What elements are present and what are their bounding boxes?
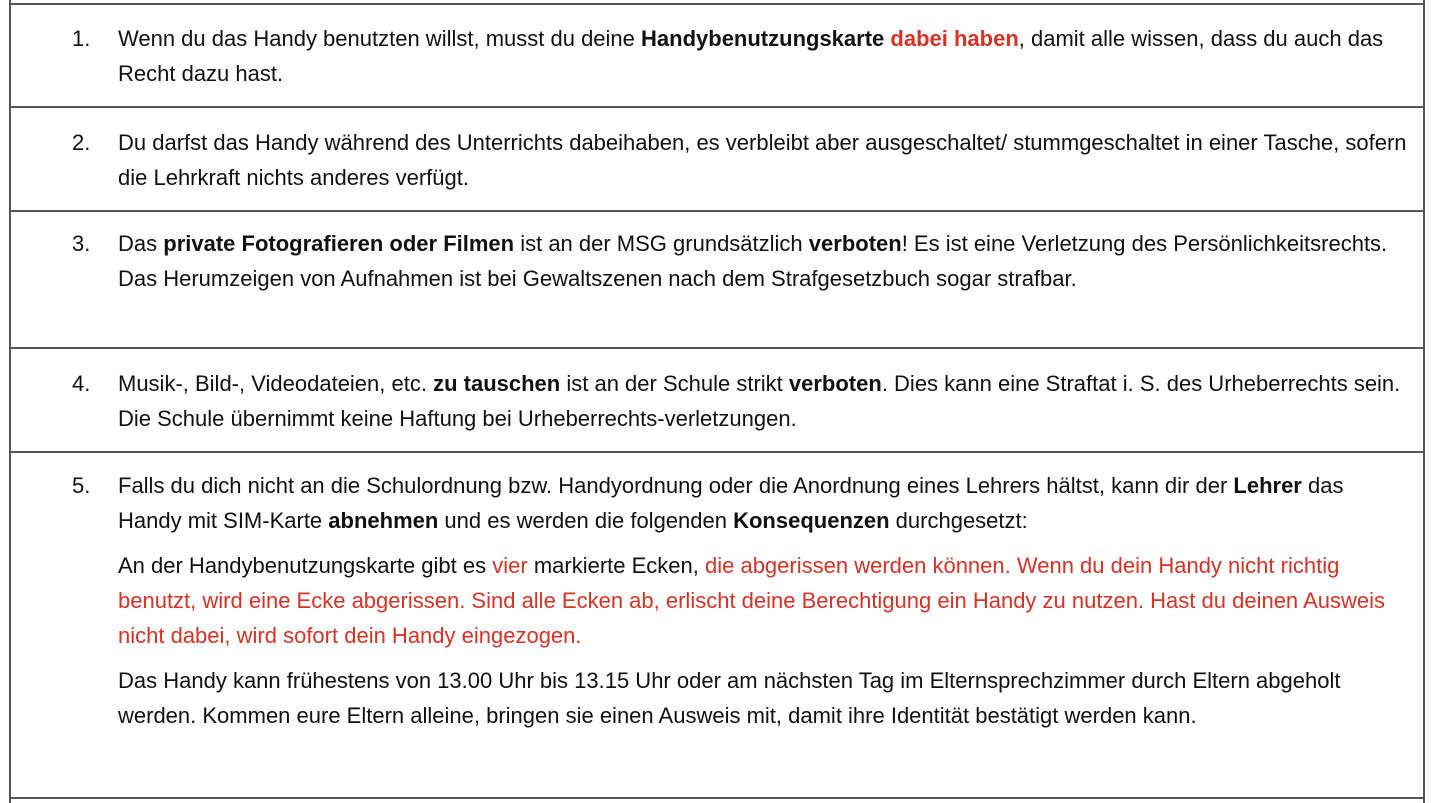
rule-number: 2. xyxy=(72,130,91,155)
row-divider xyxy=(9,3,1425,5)
row-divider xyxy=(9,347,1425,349)
text-segment: zu tauschen xyxy=(433,371,561,396)
table-left-border xyxy=(9,0,11,803)
text-segment: Das xyxy=(118,231,164,256)
rule-paragraph xyxy=(118,125,1412,195)
text-segment: . Dies kann eine Straftat i. S. des Urheberrechts sein. Die Schule übernimmt keine Haftung bei Urheberrechts-verletzungen. xyxy=(118,371,1401,431)
rule-paragraph xyxy=(118,21,1412,91)
text-segment: Wenn du das Handy benutzten willst, musst du deine xyxy=(118,26,642,51)
row-divider xyxy=(9,106,1425,108)
text-segment: Lehrer xyxy=(1233,473,1302,498)
text-segment: ! Es ist eine Verletzung des Persönlichkeitsrechts. Das Herumzeigen von Aufnahmen ist bei Gewaltszenen nach dem Strafgesetzbuch sogar strafbar. xyxy=(118,231,1388,291)
rule-number: 3. xyxy=(72,231,91,256)
text-segment: vier xyxy=(492,553,528,578)
text-segment: ist an der MSG grundsätzlich xyxy=(514,231,809,256)
pickup-paragraph xyxy=(118,663,1412,733)
table-right-border xyxy=(1423,0,1425,803)
text-segment: Musik-, Bild-, Videodateien, etc. xyxy=(118,371,434,396)
rule-number: 1. xyxy=(72,26,91,51)
text-segment: Falls du dich nicht an die Schulordnung bzw. Handyordnung oder die Anordnung eines Lehrers hältst, kann dir der xyxy=(118,473,1234,498)
text-segment: das Handy mit SIM-Karte xyxy=(118,473,1344,533)
text-segment: markierte Ecken, xyxy=(527,553,705,578)
rule-paragraph xyxy=(118,366,1412,436)
text-segment: Konsequenzen xyxy=(733,508,890,533)
text-segment: die abgerissen werden können. Wenn du dein Handy nicht richtig benutzt, wird eine Ecke abgerissen. Sind alle Ecken ab, erlischt deine Berechtigung ein Handy zu nutzen. Hast du deinen Ausweis nicht dabei, wird sofort dein Handy eingezogen. xyxy=(118,553,1385,648)
text-segment: verboten xyxy=(808,231,902,256)
text-segment: An der Handybenutzungskarte gibt es xyxy=(118,553,493,578)
rule-text xyxy=(118,125,1412,195)
text-segment: durchgesetzt: xyxy=(889,508,1028,533)
rule-paragraph xyxy=(118,468,1412,538)
text-segment: Du darfst das Handy während des Unterrichts dabeihaben, es verbleibt aber ausgeschaltet/ stummgeschaltet in einer Tasche, sofern die Lehrkraft nichts anderes verfügt. xyxy=(118,130,1407,190)
text-segment: ist an der Schule strikt xyxy=(560,371,789,396)
row-divider xyxy=(9,451,1425,453)
rule-text xyxy=(118,366,1412,436)
rule-text xyxy=(118,226,1412,296)
row-divider xyxy=(9,797,1425,799)
rule-text xyxy=(118,468,1412,733)
consequence-paragraph xyxy=(118,548,1412,653)
text-segment: , damit alle wissen, dass du auch das Recht dazu hast. xyxy=(118,26,1384,86)
rule-text xyxy=(118,21,1412,91)
text-segment: verboten xyxy=(788,371,882,396)
text-segment: Handybenutzungskarte xyxy=(641,26,885,51)
rule-number: 5. xyxy=(72,473,91,498)
row-divider xyxy=(9,210,1425,212)
rule-paragraph xyxy=(118,226,1412,296)
text-segment: Das Handy kann frühestens von 13.00 Uhr bis 13.15 Uhr oder am nächsten Tag im Elternsprechzimmer durch Eltern abgeholt werden. Kommen eure Eltern alleine, bringen sie einen Ausweis mit, damit ihre Identität bestätigt werden kann. xyxy=(118,668,1341,728)
rule-number: 4. xyxy=(72,371,91,396)
text-segment: dabei haben xyxy=(890,26,1019,51)
text-segment: und es werden die folgenden xyxy=(438,508,734,533)
text-segment: private Fotografieren oder Filmen xyxy=(163,231,515,256)
text-segment: abnehmen xyxy=(328,508,439,533)
